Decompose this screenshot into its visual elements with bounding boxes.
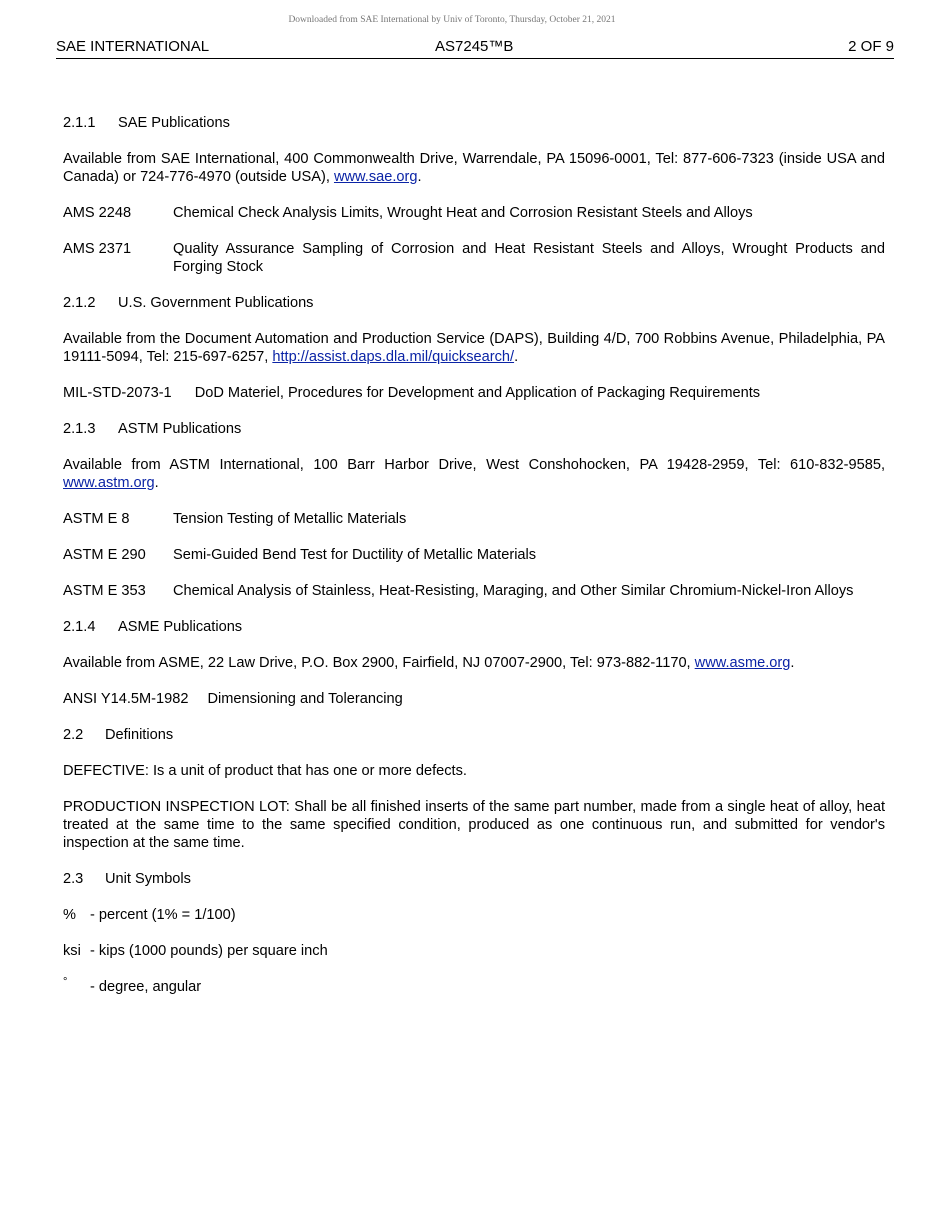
unit-symbol-item [63, 978, 885, 996]
reference-title: Chemical Check Analysis Limits, Wrought Heat and Corrosion Resistant Steels and Alloys [173, 205, 753, 221]
reference-code: MIL-STD-2073-1 [63, 385, 172, 401]
astm-website-link[interactable]: www.astm.org [63, 475, 155, 491]
unit-description: - kips (1000 pounds) per square inch [90, 943, 328, 959]
astm-availability-paragraph: Available from ASTM International, 100 Barr Harbor Drive, West Conshohocken, PA 19428-2959, Tel: 610-832-9585, www.astm.org. [63, 457, 885, 491]
definition-defective: DEFECTIVE: Is a unit of product that has one or more defects. [63, 763, 467, 779]
section-number: 2.1.1 [63, 115, 96, 131]
page-header [56, 38, 894, 59]
daps-availability-paragraph: Available from the Document Automation and Production Service (DAPS), Building 4/D, 700 Robbins Avenue, Philadelphia, PA 19111-5094, Tel: 215-697-6257, http://assist.daps.dla.mil/quicksearch/. [63, 331, 885, 365]
sae-website-link[interactable]: www.sae.org [333, 169, 418, 185]
reference-item [63, 204, 885, 222]
header-organization: SAE INTERNATIONAL [56, 38, 210, 55]
reference-title: Chemical Analysis of Stainless, Heat-Resisting, Maraging, and Other Similar Chromium-Nickel-Iron Alloys [173, 583, 854, 599]
section-title: ASTM Publications [118, 421, 242, 437]
reference-item [63, 546, 885, 564]
reference-code: ASTM E 8 [63, 511, 130, 527]
section-heading-2-3 [63, 870, 885, 888]
asme-website-link[interactable]: www.asme.org [694, 655, 791, 671]
reference-item [63, 384, 885, 402]
section-title: U.S. Government Publications [118, 295, 314, 311]
availability-text: Available from ASME, 22 Law Drive, P.O. Box 2900, Fairfield, NJ 07007-2900, Tel: 973-882-1170, [63, 655, 695, 671]
header-page-number: 2 OF 9 [848, 38, 894, 55]
section-number: 2.1.3 [63, 421, 96, 437]
availability-text: Available from the Document Automation and Production Service (DAPS), Building 4/D, 700 Robbins Avenue, Philadelphia, PA 19111-5094, Tel: 215-697-6257, [63, 331, 885, 365]
download-watermark: Downloaded from SAE International by Univ of Toronto, Thursday, October 21, 2021 [288, 15, 616, 25]
section-heading-2-1-4 [63, 618, 885, 636]
reference-code: AMS 2371 [63, 241, 132, 257]
section-number: 2.1.2 [63, 295, 96, 311]
daps-quicksearch-link[interactable]: http://assist.daps.dla.mil/quicksearch/ [272, 349, 515, 365]
section-title: ASME Publications [118, 619, 243, 635]
section-number: 2.1.4 [63, 619, 96, 635]
reference-code: ASTM E 353 [63, 583, 146, 599]
reference-title: Semi-Guided Bend Test for Ductility of Metallic Materials [173, 547, 537, 563]
definition-production-inspection-lot: PRODUCTION INSPECTION LOT: Shall be all finished inserts of the same part number, made from a single heat of alloy, heat treated at the same time to the same specified condition, produced as one continuous run, and submitted for vendor's inspection at the same time. [63, 799, 885, 851]
reference-title: Dimensioning and Tolerancing [207, 691, 403, 707]
section-heading-2-1-2 [63, 294, 885, 312]
reference-title: Tension Testing of Metallic Materials [173, 511, 407, 527]
asme-availability-paragraph: Available from ASME, 22 Law Drive, P.O. Box 2900, Fairfield, NJ 07007-2900, Tel: 973-882-1170, www.asme.org. [63, 655, 795, 671]
reference-code: ASTM E 290 [63, 547, 146, 563]
section-title: Definitions [105, 727, 174, 743]
reference-item [63, 510, 885, 528]
header-document-number: AS7245™B [435, 38, 514, 55]
unit-symbol: ksi [63, 943, 81, 959]
section-number: 2.3 [63, 871, 84, 887]
reference-code: ANSI Y14.5M-1982 [63, 691, 189, 707]
unit-symbol-item [63, 942, 885, 960]
reference-title: DoD Materiel, Procedures for Development and Application of Packaging Requirements [194, 385, 761, 401]
availability-text: Available from SAE International, 400 Commonwealth Drive, Warrendale, PA 15096-0001, Tel: 877-606-7323 (inside USA and Canada) or 724-776-4970 (outside USA), [63, 151, 885, 185]
document-body [63, 114, 885, 1014]
section-heading-2-2 [63, 726, 885, 744]
sae-availability-paragraph: Available from SAE International, 400 Commonwealth Drive, Warrendale, PA 15096-0001, Tel: 877-606-7323 (inside USA and Canada) or 724-776-4970 (outside USA), www.sae.org. [63, 151, 885, 185]
unit-symbol: ° [63, 976, 68, 988]
section-heading-2-1-3 [63, 420, 885, 438]
reference-item [63, 240, 885, 276]
section-number: 2.2 [63, 727, 84, 743]
reference-code: AMS 2248 [63, 205, 132, 221]
reference-item [63, 690, 885, 708]
unit-symbol: % [63, 907, 76, 923]
availability-text: Available from ASTM International, 100 Barr Harbor Drive, West Conshohocken, PA 19428-2959, Tel: 610-832-9585, [63, 457, 885, 473]
unit-description: - percent (1% = 1/100) [90, 907, 236, 923]
section-heading-2-1-1 [63, 114, 885, 132]
reference-item [63, 582, 885, 600]
section-title: SAE Publications [118, 115, 230, 131]
reference-title: Quality Assurance Sampling of Corrosion and Heat Resistant Steels and Alloys, Wrought Products and Forging Stock [173, 241, 885, 275]
section-title: Unit Symbols [105, 871, 191, 887]
unit-symbol-item [63, 906, 885, 924]
unit-description: - degree, angular [90, 979, 202, 995]
